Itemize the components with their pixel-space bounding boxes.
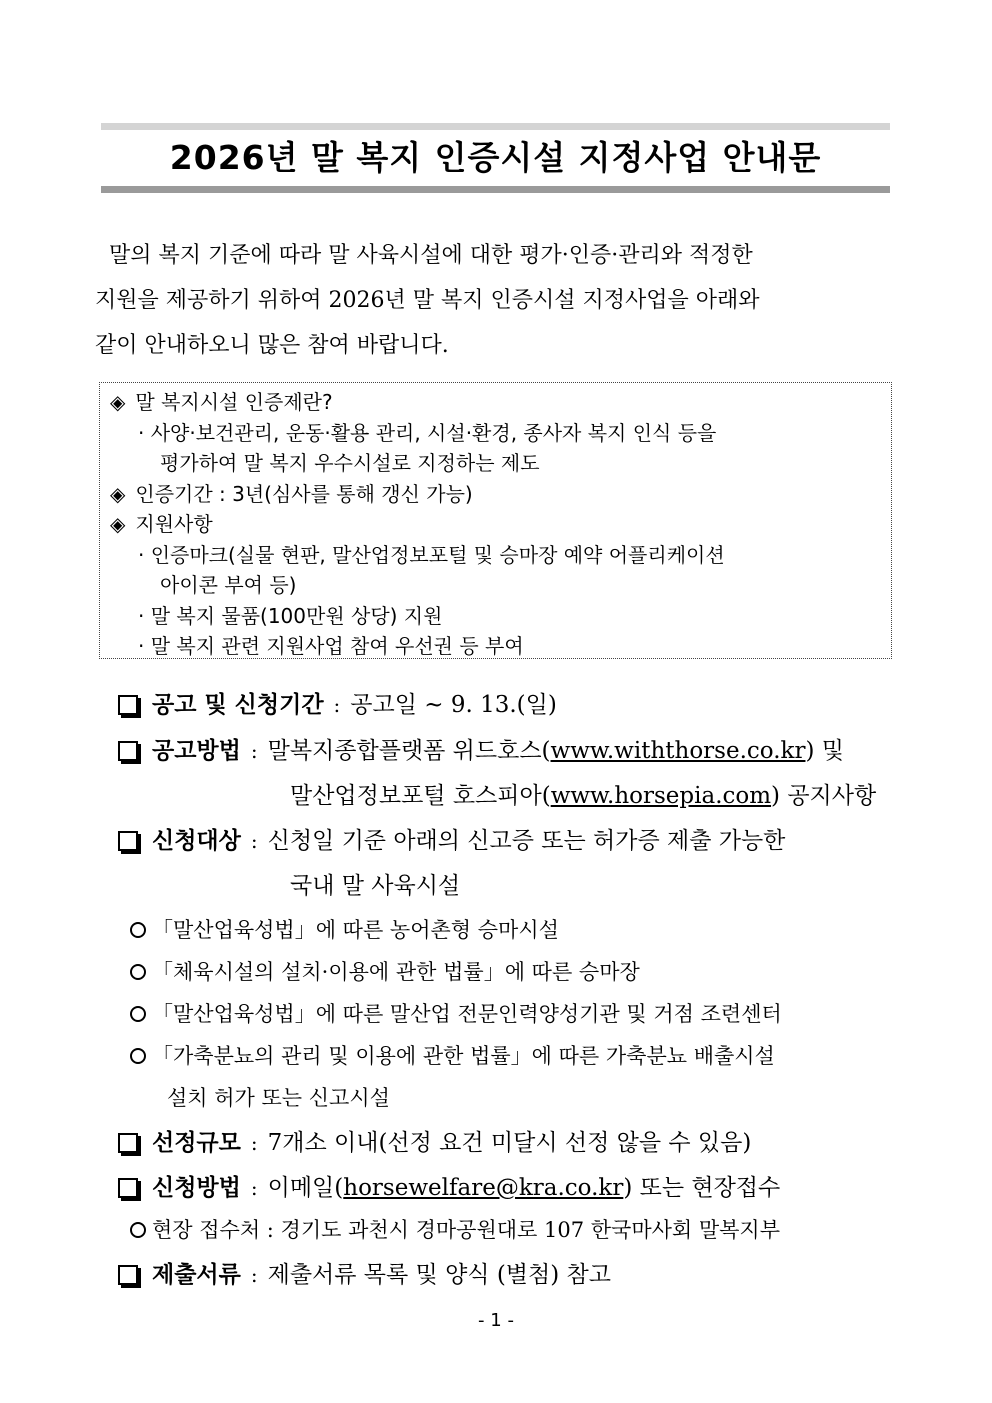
box-q1: 말 복지시설 인증제란? — [135, 390, 333, 414]
period-head: 공고 및 신청기간 — [152, 691, 324, 718]
method-head: 공고방법 — [152, 737, 241, 764]
section-target: 신청대상 : 신청일 기준 아래의 신고증 또는 허가증 제출 가능한 — [118, 822, 898, 855]
box-q3: 지원사항 — [135, 512, 213, 536]
box-q1-b: 평가하여 말 복지 우수시설로 지정하는 제도 — [160, 451, 540, 475]
scale-text: 7개소 이내(선정 요건 미달시 선정 않을 수 있음) — [267, 1130, 752, 1156]
circle-bullet-icon — [130, 922, 146, 938]
box-q1-a: · 사양·보건관리, 운동·활용 관리, 시설·환경, 종사자 복지 인식 등을 — [138, 420, 717, 445]
target-item-3: 「말산업육성법」에 따른 말산업 전문인력양성기관 및 거점 조련센터 — [130, 998, 782, 1028]
target-item-4-cont: 설치 허가 또는 신고시설 — [167, 1086, 390, 1110]
page-title: 2026년 말 복지 인증시설 지정사업 안내문 — [169, 138, 822, 177]
email-link[interactable]: horsewelfare@kra.co.kr — [343, 1175, 624, 1201]
docs-head: 제출서류 — [152, 1261, 241, 1288]
horsepia-link[interactable]: www.horsepia.com — [550, 783, 772, 809]
checkbox-square-icon — [118, 1133, 138, 1153]
intro-line-1: 말의 복지 기준에 따라 말 사육시설에 대한 평가·인증·관리와 적정한 — [109, 243, 753, 268]
diamond-icon: ◈ — [110, 481, 126, 506]
intro-line-3: 같이 안내하오니 많은 참여 바랍니다. — [95, 333, 449, 358]
diamond-icon: ◈ — [110, 390, 126, 414]
apply-head: 신청방법 — [152, 1174, 241, 1201]
page-number: - 1 - — [478, 1310, 514, 1331]
checkbox-square-icon — [118, 831, 138, 851]
checkbox-square-icon — [118, 1178, 138, 1198]
checkbox-square-icon — [118, 741, 138, 761]
section-method: 공고방법 : 말복지종합플랫폼 위드호스(www.withthorse.co.kr) 및 — [118, 732, 898, 765]
intro-line-2: 지원을 제공하기 위하여 2026년 말 복지 인증시설 지정사업을 아래와 — [95, 288, 760, 313]
box-q3-c: · 말 복지 물품(100만원 상당) 지원 — [138, 603, 443, 628]
checkbox-square-icon — [118, 1265, 138, 1285]
box-q3-a: · 인증마크(실물 현판, 말산업정보포털 및 승마장 예약 어플리케이션 — [138, 542, 725, 567]
circle-bullet-icon — [130, 1048, 146, 1064]
target-text-1: 신청일 기준 아래의 신고증 또는 허가증 제출 가능한 — [267, 828, 786, 854]
title-block — [101, 123, 890, 193]
circle-bullet-icon — [130, 1222, 146, 1238]
intro-paragraph — [95, 233, 897, 368]
box-q2: 인증기간 : 3년(심사를 통해 갱신 가능) — [135, 481, 473, 506]
circle-bullet-icon — [130, 964, 146, 980]
withthorse-link[interactable]: www.withthorse.co.kr — [550, 738, 806, 764]
scale-head: 선정규모 — [152, 1129, 241, 1156]
period-text: 공고일 ~ 9. 13.(일) — [350, 692, 557, 718]
box-q3-d: · 말 복지 관련 지원사업 참여 우선권 등 부여 — [138, 634, 524, 658]
section-period: 공고 및 신청기간 : 공고일 ~ 9. 13.(일) — [118, 686, 898, 719]
target-item-1: 「말산업육성법」에 따른 농어촌형 승마시설 — [130, 914, 559, 944]
title-top-rule — [101, 123, 890, 130]
section-apply: 신청방법 : 이메일(horsewelfare@kra.co.kr) 또는 현장접수 — [118, 1169, 898, 1202]
box-q3-b: 아이콘 부여 등) — [160, 573, 297, 597]
docs-text: 제출서류 목록 및 양식 (별첨) 참고 — [267, 1262, 611, 1288]
checkbox-square-icon — [118, 695, 138, 715]
target-item-4: 「가축분뇨의 관리 및 이용에 관한 법률」에 따른 가축분뇨 배출시설 — [130, 1040, 775, 1070]
section-method-cont: 말산업정보포털 호스피아(www.horsepia.com) 공지사항 — [290, 783, 877, 809]
target-head: 신청대상 — [152, 827, 241, 854]
section-docs: 제출서류 : 제출서류 목록 및 양식 (별첨) 참고 — [118, 1256, 898, 1289]
section-scale: 선정규모 : 7개소 이내(선정 요건 미달시 선정 않을 수 있음) — [118, 1124, 898, 1157]
target-item-2: 「체육시설의 설치·이용에 관한 법률」에 따른 승마장 — [130, 956, 640, 986]
target-text-2: 국내 말 사육시설 — [290, 873, 461, 899]
title-bottom-rule — [101, 186, 890, 193]
info-box — [99, 382, 892, 659]
diamond-icon: ◈ — [110, 512, 126, 536]
apply-sub: 현장 접수처 : 경기도 과천시 경마공원대로 107 한국마사회 말복지부 — [130, 1214, 780, 1244]
circle-bullet-icon — [130, 1006, 146, 1022]
